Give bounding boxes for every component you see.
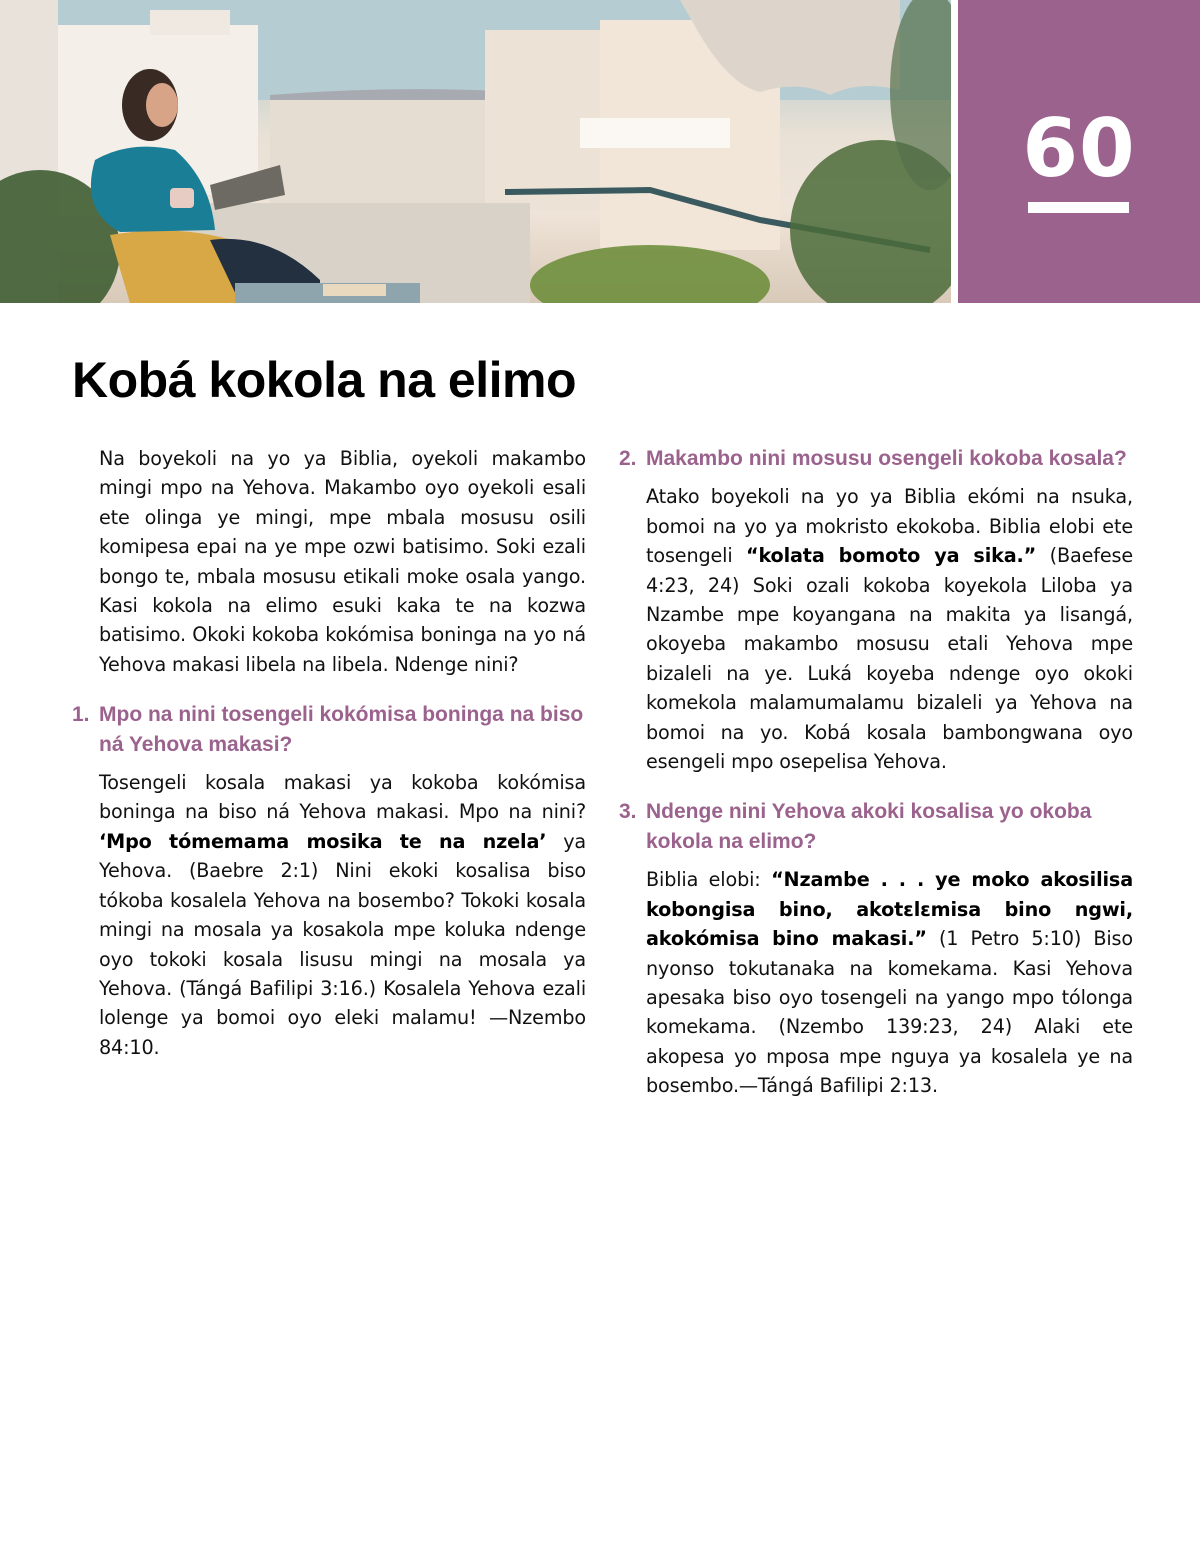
right-column	[619, 444, 1133, 1101]
answer-text: (Baefese 4:23, 24) Soki ozali kokoba koyekola Liloba ya Nzambe mpe koyangana na makita ya lisangá, okoyeba makambo mosusu etali Yehova mpe bizaleli na ye. Luká koyeba ndenge oyo okoki komekola malamumalamu bizaleli ya Yehova na bomoi na yo. Kobá kosala bambongwana oyo esengeli mpo osepelisa Yehova.	[646, 544, 1133, 774]
answer-text: Tosengeli kosala makasi ya kokoba kokómisa boninga na biso ná Yehova makasi. Mpo na nini?	[99, 771, 586, 824]
question-number: 3.	[619, 800, 637, 824]
scripture-quote: ‘Mpo tómemama mosika te na nzela’	[99, 829, 547, 853]
scripture-quote: “Nzambe . . . ye moko akosilisa kobongisa bino, akotɛlɛmisa bino ngwi, akokómisa bino makasi.”	[646, 868, 1134, 951]
scripture-quote: “kolata bomoto ya sika.”	[745, 544, 1037, 568]
small-book	[323, 284, 386, 296]
balcony-railing-far	[580, 118, 730, 148]
woman-face	[146, 83, 178, 127]
left-column	[72, 444, 586, 1062]
answer-paragraph-2	[619, 482, 1133, 776]
question-2	[619, 444, 1133, 473]
cup	[170, 188, 194, 208]
lesson-number-badge	[958, 0, 1200, 303]
balcony-scene-illustration	[0, 0, 951, 303]
plant-bottom	[530, 245, 770, 303]
answer-text: Atako boyekoli na yo ya Biblia ekómi na nsuka, bomoi na yo ya mokristo ekokoba. Biblia elobi ete tosengeli	[646, 485, 1133, 568]
question-3	[619, 797, 1133, 856]
question-1	[72, 700, 586, 759]
question-text: Ndenge nini Yehova akoki kosalisa yo okoba kokola na elimo?	[646, 800, 1092, 853]
answer-text: Biblia elobi:	[646, 868, 772, 892]
question-text: Makambo nini mosusu osengeli kokoba kosala?	[646, 447, 1127, 470]
question-number: 1.	[72, 703, 90, 727]
question-text: Mpo na nini tosengeli kokómisa boninga na biso ná Yehova makasi?	[99, 703, 584, 756]
lesson-number-underline	[1028, 202, 1129, 213]
intro-paragraph: Na boyekoli na yo ya Biblia, oyekoli makambo mingi mpo na Yehova. Makambo oyo oyekoli esali ete olinga ye mingi, mpe mbala mosusu osili komipesa epai na ye mpe ozwi batisimo. Soki ezali bongo te, mbala mosusu etikali moke osala yango. Kasi kokola na elimo esuki kaka te na kozwa batisimo. Okoki kokoba kokómisa boninga na yo ná Yehova makasi libela na libela. Ndenge nini?	[99, 447, 586, 676]
answer-paragraph-3	[619, 865, 1133, 1100]
answer-text: (1 Petro 5:10) Biso nyonso tokutanaka na komekama. Kasi Yehova apesaka biso oyo tosengeli na yango mpo tólonga komekama. (Nzembo 139:23, 24) Alaki ete akopesa yo mposa mpe nguya ya kosalela ye na bosembo.—Tángá Bafilipi 2:13.	[646, 927, 1133, 1098]
header-photo	[0, 0, 951, 303]
page-title: Kobá kokola na elimo	[72, 352, 577, 408]
building-top	[150, 10, 230, 35]
answer-text: ya Yehova. (Baebre 2:1) Nini ekoki kosalisa biso tókoba kosalela Yehova na bosembo? Tokoki kosala mingi na mosala ya kosakola mpe koluka ndenge oyo tokoki kosala lisusu mingi na mosala ya Yehova. (Tángá Bafilipi 3:16.) Kosalela Yehova ezali lolenge ya bomoi oyo eleki malamu! —Nzembo 84:10.	[99, 829, 587, 1059]
question-number: 2.	[619, 447, 637, 470]
answer-paragraph-1	[72, 768, 586, 1062]
lesson-number: 60	[1022, 102, 1136, 195]
